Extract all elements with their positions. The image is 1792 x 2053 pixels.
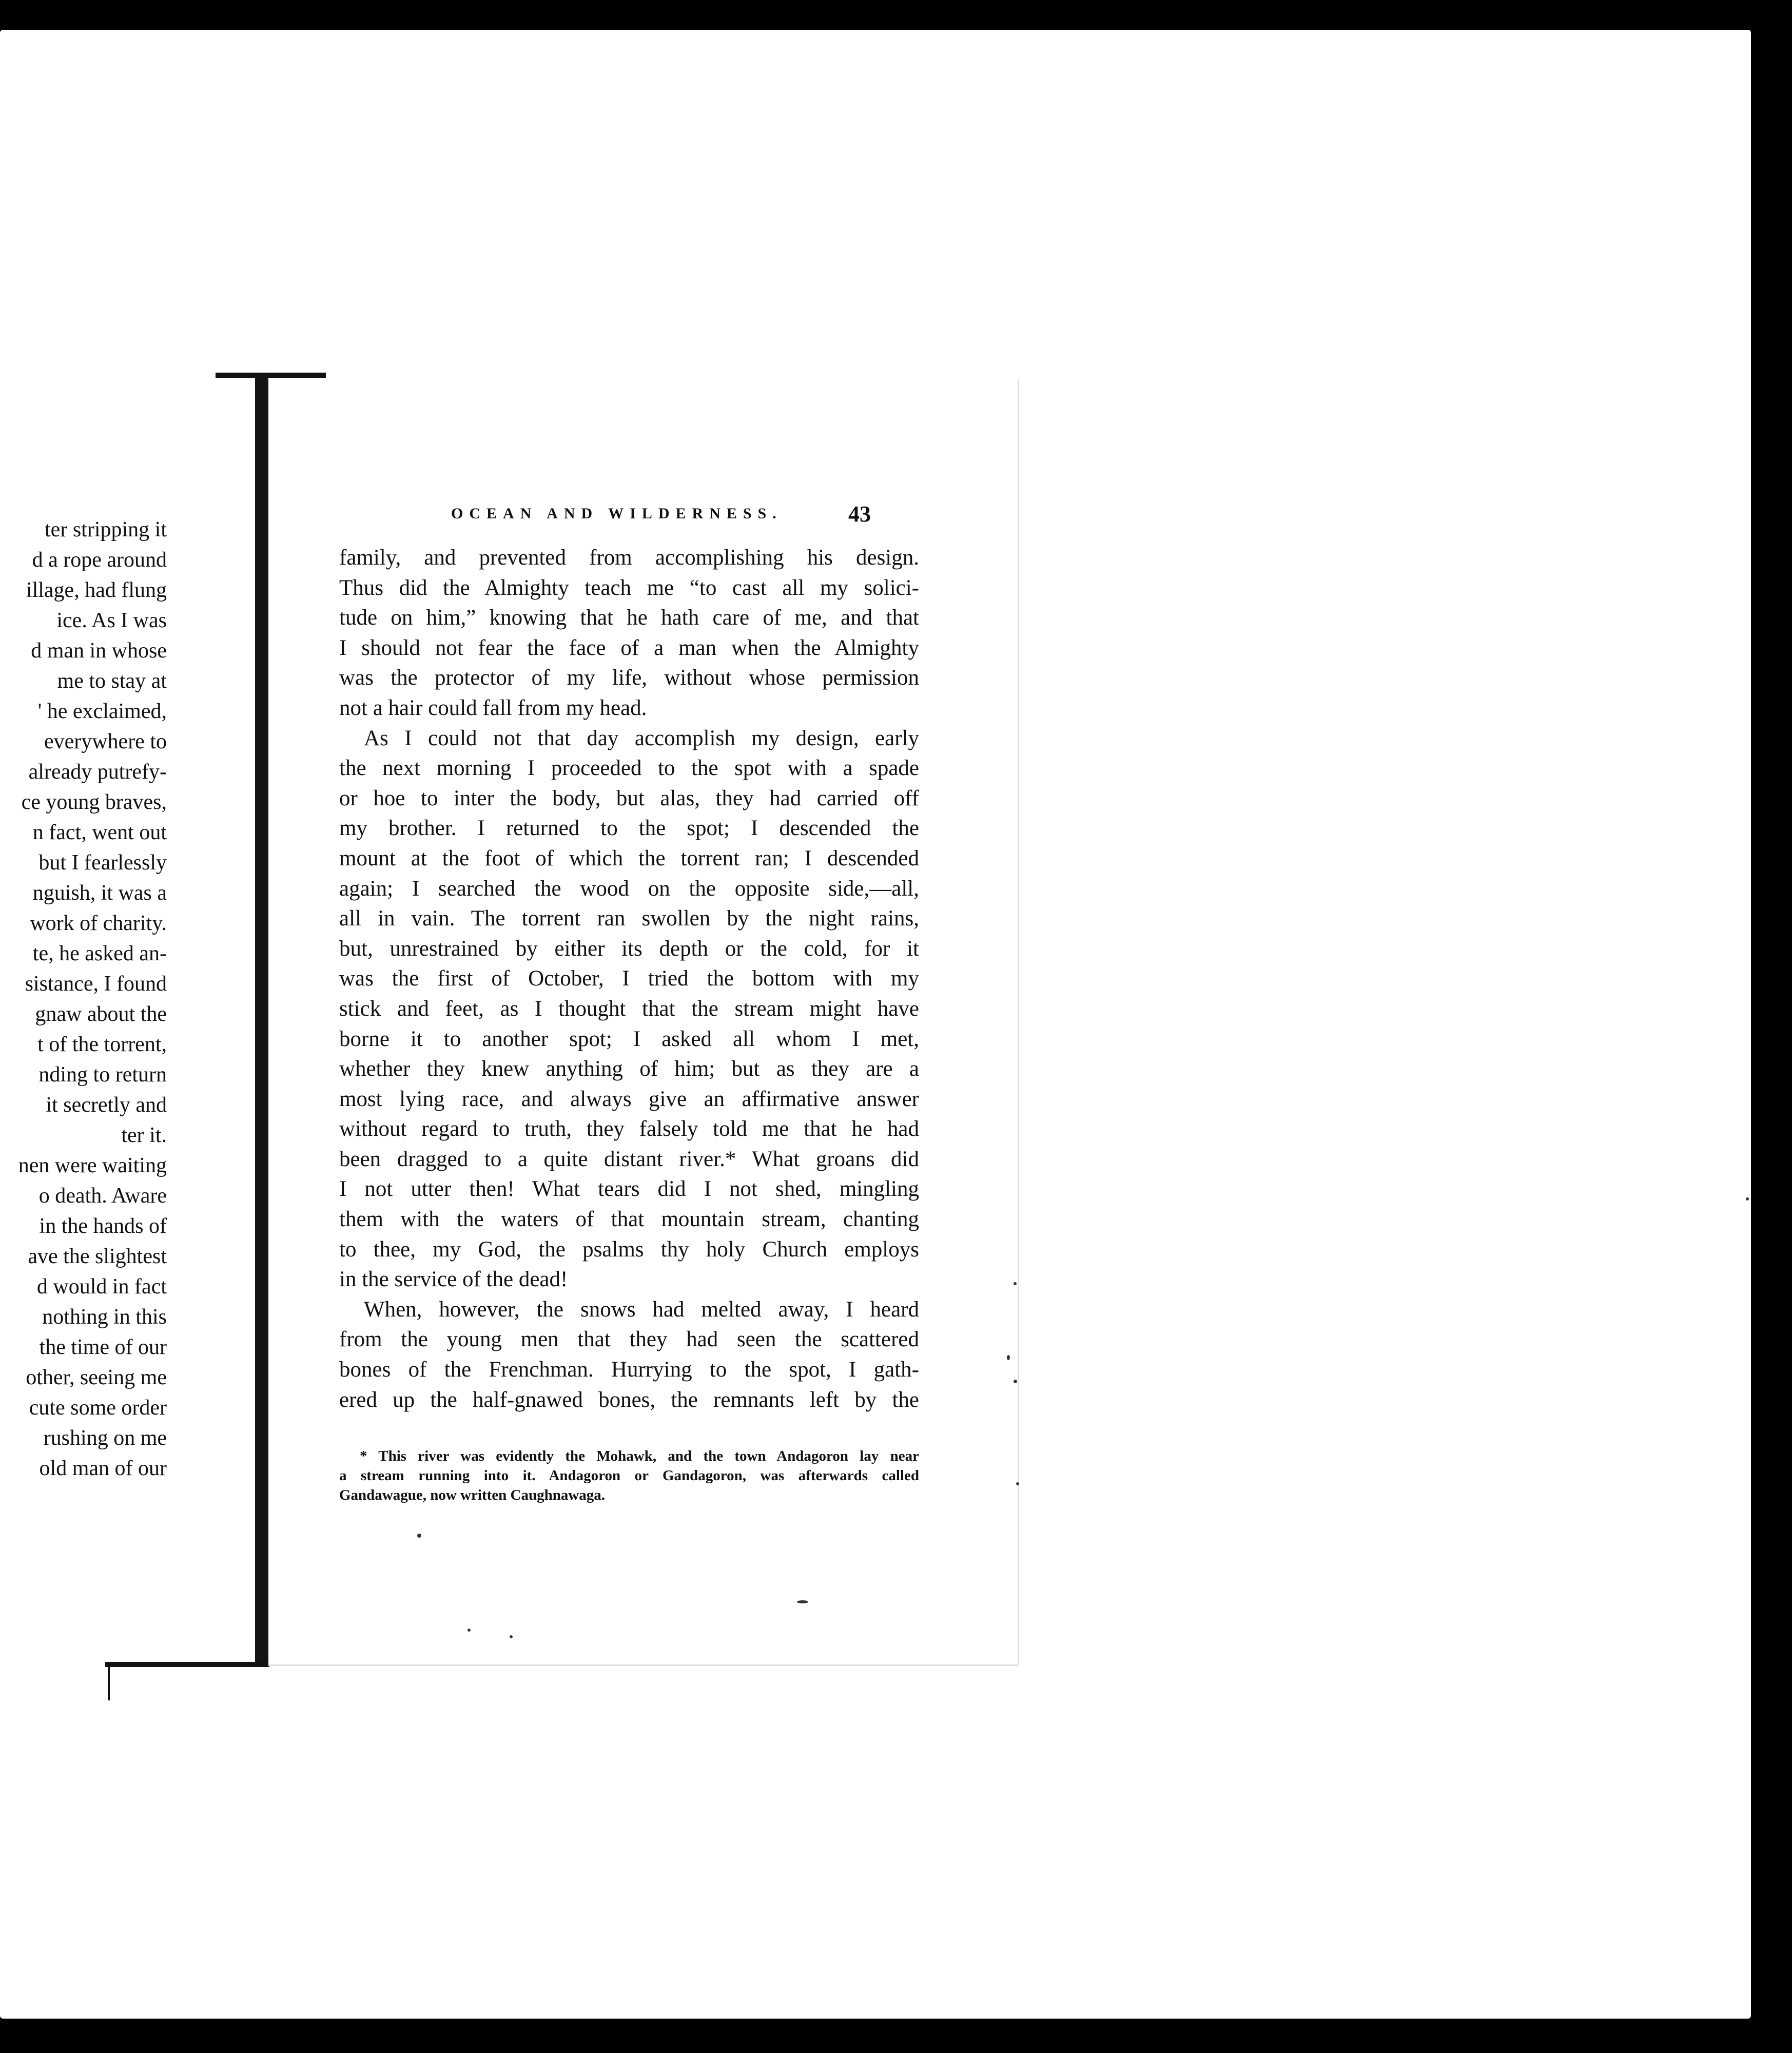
text-line: As I could not that day accomplish my design, early xyxy=(364,726,919,750)
left-line: ter stripping it xyxy=(45,518,167,541)
left-line: me to stay at xyxy=(57,669,167,693)
scan-speck xyxy=(1014,1282,1017,1285)
spine-top-edge xyxy=(216,373,326,378)
text-line: was the protector of my life, without whose permission xyxy=(339,666,919,690)
text-line: not a hair could fall from my head. xyxy=(339,695,647,720)
footnote-line: * This river was evidently the Mohawk, and the town Andagoron lay near xyxy=(360,1448,919,1464)
scan-speck xyxy=(510,1635,513,1638)
left-line: nothing in this xyxy=(42,1305,167,1329)
left-line: ' he exclaimed, xyxy=(37,700,167,723)
text-line: Thus did the Almighty teach me “to cast all my solici- xyxy=(339,575,919,600)
text-line: the next morning I proceeded to the spot with a spade xyxy=(339,756,919,781)
text-line: I not utter then! What tears did I not shed, mingling xyxy=(339,1177,919,1202)
left-line: already putrefy- xyxy=(28,760,167,784)
text-line: was the first of October, I tried the bottom with my xyxy=(339,966,919,991)
left-line: nguish, it was a xyxy=(32,881,167,905)
scanned-sheet xyxy=(0,30,1751,2019)
page-header xyxy=(268,501,1018,532)
left-line: nen were waiting xyxy=(18,1154,167,1177)
left-line: ice. As I was xyxy=(56,609,167,632)
left-line: ce young braves, xyxy=(21,790,167,814)
left-line: other, seeing me xyxy=(26,1366,167,1389)
left-line: t of the torrent, xyxy=(37,1033,167,1056)
footnote xyxy=(339,1446,919,1505)
text-line: again; I searched the wood on the opposite side,—all, xyxy=(339,876,919,901)
text-line: them with the waters of that mountain stream, chanting xyxy=(339,1207,919,1232)
text-line: to thee, my God, the psalms thy holy Church employs xyxy=(339,1237,919,1262)
text-line: When, however, the snows had melted away, I heard xyxy=(364,1297,919,1322)
left-page xyxy=(0,376,249,1664)
text-line: in the service of the dead! xyxy=(339,1267,568,1292)
text-line: been dragged to a quite distant river.* What groans did xyxy=(339,1147,919,1171)
text-line: ered up the half-gnawed bones, the remnants left by the xyxy=(339,1387,919,1412)
left-line: it secretly and xyxy=(46,1093,167,1117)
text-line: mount at the foot of which the torrent ran; I descended xyxy=(339,846,919,870)
body-text xyxy=(339,543,919,1415)
left-line: rushing on me xyxy=(43,1426,167,1450)
left-line: d would in fact xyxy=(36,1275,167,1299)
text-line: whether they knew anything of him; but as they are a xyxy=(339,1057,919,1081)
spine-tail-mark xyxy=(108,1664,110,1700)
left-line: sistance, I found xyxy=(25,972,167,996)
footnote-line: a stream running into it. Andagoron or Gandagoron, was afterwards called xyxy=(339,1467,919,1484)
spine-bottom-edge xyxy=(105,1662,269,1667)
footnote-line: Gandawague, now written Caughnawaga. xyxy=(339,1487,606,1503)
left-line: work of charity. xyxy=(30,912,167,935)
left-line: d man in whose xyxy=(31,639,167,663)
page-number: 43 xyxy=(848,501,871,527)
left-line: ave the slightest xyxy=(28,1245,167,1268)
left-line: cute some order xyxy=(29,1396,167,1420)
text-line: family, and prevented from accomplishing his design. xyxy=(339,546,919,570)
scan-speck xyxy=(797,1600,808,1603)
text-line: my brother. I returned to the spot; I descended the xyxy=(339,816,919,841)
left-line: the time of our xyxy=(39,1335,167,1359)
left-line: illage, had flung xyxy=(26,578,167,602)
left-line: everywhere to xyxy=(44,730,167,753)
text-line: or hoe to inter the body, but alas, they had carried off xyxy=(339,786,919,810)
scan-speck xyxy=(1014,1380,1017,1383)
text-line: I should not fear the face of a man when the Almighty xyxy=(339,635,919,660)
text-line: bones of the Frenchman. Hurrying to the spot, I gath- xyxy=(339,1358,919,1382)
left-line: gnaw about the xyxy=(35,1002,167,1026)
scan-speck xyxy=(1016,1482,1019,1485)
text-line: without regard to truth, they falsely told me that he had xyxy=(339,1117,919,1141)
scan-speck xyxy=(1007,1355,1010,1360)
text-line: stick and feet, as I thought that the stream might have xyxy=(339,996,919,1021)
left-line: but I fearlessly xyxy=(38,851,167,875)
text-line: but, unrestrained by either its depth or the cold, for it xyxy=(339,936,919,961)
text-line: from the young men that they had seen the scattered xyxy=(339,1327,919,1352)
left-line: n fact, went out xyxy=(32,821,167,844)
left-line: ter it. xyxy=(121,1124,167,1147)
left-line: in the hands of xyxy=(39,1214,167,1238)
text-line: all in vain. The torrent ran swollen by the night rains, xyxy=(339,906,919,931)
scan-speck xyxy=(417,1534,421,1538)
text-line: most lying race, and always give an affirmative answer xyxy=(339,1087,919,1111)
book-spine xyxy=(255,373,268,1666)
left-line: o death. Aware xyxy=(38,1184,167,1208)
left-line: te, he asked an- xyxy=(32,942,167,965)
left-line: d a rope around xyxy=(32,548,167,572)
scan-speck xyxy=(468,1629,471,1632)
left-line: nding to return xyxy=(38,1063,167,1087)
scan-speck xyxy=(1746,1197,1749,1200)
text-line: borne it to another spot; I asked all whom I met, xyxy=(339,1026,919,1051)
left-page-text xyxy=(0,515,167,1484)
left-line: old man of our xyxy=(39,1457,167,1480)
text-line: tude on him,” knowing that he hath care of me, and that xyxy=(339,606,919,630)
right-page xyxy=(268,379,1019,1666)
running-head: OCEAN AND WILDERNESS. xyxy=(451,505,783,522)
